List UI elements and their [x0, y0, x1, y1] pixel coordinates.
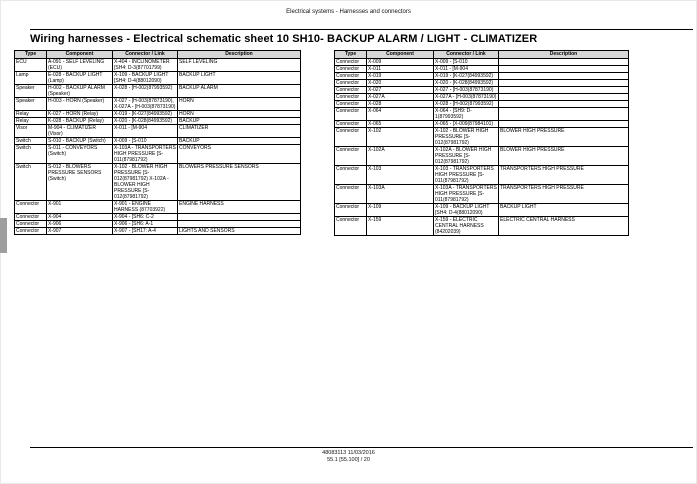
table-cell: Connector	[335, 59, 367, 66]
table-cell: CLIMATIZER	[178, 125, 301, 138]
table-cell: X-103A - TRANSPORTERS HIGH PRESSURE [S-011(87981792)	[435, 185, 497, 203]
table-cell: X-904 - [SH6: C-2	[113, 214, 178, 221]
table-cell: X-011 - [M-904	[113, 125, 178, 138]
table-cell: TRANSPORTERS HIGH PRESSURE	[499, 185, 629, 204]
table-cell	[178, 214, 301, 221]
table-cell: X-103 - TRANSPORTERS HIGH PRESSURE [S-011(87981792)	[434, 166, 499, 185]
table-cell: S-010 - BACKUP (Switch)	[47, 138, 113, 145]
table-cell: X-027	[367, 87, 434, 94]
table-cell: Connector	[335, 147, 367, 166]
table-cell: TRANSPORTERS HIGH PRESSURE	[499, 166, 629, 185]
table-cell: Connector	[335, 128, 367, 147]
table-cell: BLOWER HIGH PRESSURE	[499, 147, 629, 166]
table-cell: Speaker	[15, 98, 47, 111]
table-cell: X-906 - [SH6: A-1	[113, 221, 178, 228]
table-cell: X-019 - [K-027(84993592)	[113, 111, 178, 118]
table-cell: A-091 - SELF LEVELING (ECU)	[47, 59, 113, 72]
table-cell: X-109 - BACKUP LIGHT [SH4: D-4(88012090)	[434, 204, 499, 217]
column-header: Type	[335, 51, 367, 59]
table-cell	[499, 94, 629, 101]
table-cell: Connector	[15, 228, 47, 235]
table-cell	[499, 66, 629, 73]
table-cell: X-064	[367, 108, 434, 121]
table-cell: X-904	[47, 214, 113, 221]
column-header: Connector / Link	[113, 51, 178, 59]
table-cell: X-020 - [K-028(84993592)	[434, 80, 499, 87]
table-cell: X-404 - INCLINOMETER [SH4: D-3(87701799)	[113, 59, 178, 72]
table-row	[15, 98, 301, 111]
table-cell: LIGHTS AND SENSORS	[178, 228, 301, 235]
table-cell: X-019 - [K-027(84993592)	[434, 73, 499, 80]
table-cell: BACKUP LIGHT	[178, 72, 301, 85]
column-header: Connector / Link	[434, 51, 499, 59]
table-cell: X-102 - BLOWER HIGH PRESSURE [S-012(87981792)	[434, 128, 499, 147]
table-cell: ECU	[15, 59, 47, 72]
table-cell: Connector	[335, 87, 367, 94]
column-header: Type	[15, 51, 47, 59]
table-row	[335, 128, 629, 147]
table-row	[335, 108, 629, 121]
table-cell	[499, 80, 629, 87]
table-row	[335, 80, 629, 87]
table-row	[15, 201, 301, 214]
page-title: Wiring harnesses - Electrical schematic sheet 10 SH10- BACKUP ALARM / LIGHT - CLIMATIZER	[30, 33, 538, 45]
table-cell: Connector	[335, 185, 367, 204]
table-cell: H-003 - HORN (Speaker)	[47, 98, 113, 111]
table-cell: Switch	[15, 138, 47, 145]
table-cell: X-028	[367, 101, 434, 108]
table-cell: HORN	[178, 98, 301, 111]
table-cell	[499, 73, 629, 80]
table-cell: SELF LEVELING	[178, 59, 301, 72]
table-cell: X-027A	[367, 94, 434, 101]
table-cell: Speaker	[15, 85, 47, 98]
table-cell: Connector	[335, 217, 367, 236]
table-row	[335, 185, 629, 204]
page-edge-tab	[0, 218, 7, 253]
connector-table-right	[334, 50, 629, 236]
table-cell: X-159 - ELECTRIC CENTRAL HARNESS (84202039)	[434, 217, 499, 236]
table-cell: X-028 - [H-002(87993592)	[113, 85, 178, 98]
table-cell	[499, 59, 629, 66]
table-cell: Connector	[335, 101, 367, 108]
table-row	[335, 101, 629, 108]
table-cell: BACKUP	[178, 118, 301, 125]
table-cell: S-012 - BLOWERS PRESSURE SENSORS (Switch)	[47, 164, 113, 201]
table-cell: X-011	[367, 66, 434, 73]
table-cell: Connector	[335, 80, 367, 87]
table-cell: Lamp	[15, 72, 47, 85]
table-header-row	[335, 51, 629, 59]
table-cell: S-011 - CONVEYORS (Switch)	[47, 145, 113, 164]
table-cell	[499, 87, 629, 94]
table-cell: X-102 - BLOWER HIGH PRESSURE [S-012(87981792) X-102A - BLOWER HIGH PRESSURE [S-012(87981792)	[113, 164, 178, 201]
table-row	[15, 228, 301, 235]
column-header: Component	[47, 51, 113, 59]
table-cell: BACKUP	[178, 138, 301, 145]
table-cell: Relay	[15, 118, 47, 125]
table-cell: Connector	[335, 108, 367, 121]
table-row	[15, 59, 301, 72]
column-header: Component	[367, 51, 434, 59]
table-cell: BACKUP ALARM	[178, 85, 301, 98]
table-cell: HORN	[178, 111, 301, 118]
table-cell: X-011 - [M-904	[434, 66, 499, 73]
table-row	[335, 87, 629, 94]
table-cell: Visor	[15, 125, 47, 138]
table-cell: K-028 - BACKUP (Relay)	[47, 118, 113, 125]
table-row	[15, 118, 301, 125]
table-cell: Connector	[15, 221, 47, 228]
table-cell: X-103	[367, 166, 434, 185]
table-row	[15, 145, 301, 164]
table-cell: X-009	[367, 59, 434, 66]
table-cell: X-020	[367, 80, 434, 87]
table-cell	[499, 101, 629, 108]
table-cell: X-159	[367, 217, 434, 236]
table-cell: X-901 - ENGINE HARNESS (87703922)	[113, 201, 178, 214]
table-cell: X-103A	[367, 185, 434, 204]
table-row	[335, 121, 629, 128]
table-cell: E-028 - BACKUP LIGHT (Lamp)	[47, 72, 113, 85]
running-header: Electrical systems - Harnesses and connectors	[286, 9, 411, 15]
connector-table-left	[14, 50, 301, 235]
table-cell: Switch	[15, 145, 47, 164]
table-cell: Connector	[15, 201, 47, 214]
table-row	[335, 217, 629, 236]
table-row	[15, 72, 301, 85]
table-cell: X-906	[47, 221, 113, 228]
table-cell: X-102	[367, 128, 434, 147]
table-cell: ELECTRIC CENTRAL HARNESS	[499, 217, 629, 236]
table-row	[335, 204, 629, 217]
table-cell: Connector	[335, 73, 367, 80]
header-rule	[30, 29, 693, 30]
table-cell: Connector	[15, 214, 47, 221]
table-cell	[499, 121, 629, 128]
table-cell: X-901	[47, 201, 113, 214]
table-cell: X-065	[367, 121, 434, 128]
table-cell: BACKUP LIGHT	[499, 204, 629, 217]
table-cell	[499, 108, 629, 121]
table-cell: Connector	[335, 94, 367, 101]
footer-rule	[30, 447, 693, 448]
table-cell: X-009 - [S-010	[113, 138, 178, 145]
table-cell: X-103A - TRANSPORTERS HIGH PRESSURE [S-011(87981792)	[114, 145, 176, 163]
table-cell: X-009 - [S-010	[434, 59, 499, 66]
table-row	[335, 94, 629, 101]
table-header-row	[15, 51, 301, 59]
table-cell: Connector	[335, 204, 367, 217]
table-cell: CONVEYORS	[178, 145, 301, 164]
table-cell: M-904 - CLIMATIZER (Visor)	[47, 125, 113, 138]
table-cell: X-907 - [SH17: A-4	[113, 228, 178, 235]
table-cell: H-002 - BACKUP ALARM (Speaker)	[47, 85, 113, 98]
table-cell: Connector	[335, 166, 367, 185]
table-cell: X-019	[367, 73, 434, 80]
table-cell: X-064 - [SH9: D-1(87993592)	[434, 108, 499, 121]
table-row	[15, 221, 301, 228]
table-row	[15, 138, 301, 145]
table-row	[15, 125, 301, 138]
table-row	[15, 111, 301, 118]
table-row	[335, 59, 629, 66]
footer-page-number: 55.1 [55.100] / 20	[327, 457, 370, 463]
table-cell: Connector	[335, 66, 367, 73]
table-cell: X-027 - [H-003(87873190)	[434, 87, 499, 94]
table-row	[15, 85, 301, 98]
table-cell: X-020 - [K-028(84993592)	[113, 118, 178, 125]
table-cell: ENGINE HARNESS	[178, 201, 301, 214]
table-cell: BLOWER HIGH PRESSURE	[499, 128, 629, 147]
column-header: Description	[499, 51, 629, 59]
table-cell: BLOWERS PRESSURE SENSORS	[178, 164, 301, 201]
table-cell	[178, 221, 301, 228]
table-cell: X-102A	[367, 147, 434, 166]
footer-doc-number: 48083113 11/03/2016	[322, 450, 375, 456]
table-cell: Switch	[15, 164, 47, 201]
table-cell: X-027 - [H-003(87873190), X-027A - [H-003(87873190)	[113, 98, 178, 111]
table-cell: Relay	[15, 111, 47, 118]
table-cell: X-102A - BLOWER HIGH PRESSURE [S-012(87981792)	[434, 147, 499, 166]
table-row	[15, 214, 301, 221]
table-row	[335, 166, 629, 185]
table-cell: Connector	[335, 121, 367, 128]
table-cell: X-065 - [X-009(87984101)	[434, 121, 499, 128]
table-cell: X-028 - [H-002(87993592)	[434, 101, 499, 108]
table-row	[335, 147, 629, 166]
table-cell: X-109 - BACKUP LIGHT [SH4: D-4(88012090)	[113, 72, 178, 85]
column-header: Description	[178, 51, 301, 59]
table-row	[15, 164, 301, 201]
table-cell: X-907	[47, 228, 113, 235]
page-footer	[0, 450, 697, 464]
table-row	[335, 73, 629, 80]
table-cell: X-109	[367, 204, 434, 217]
table-cell: K-027 - HORN (Relay)	[47, 111, 113, 118]
table-row	[335, 66, 629, 73]
table-cell: X-027A - [H-003(87873190)	[434, 94, 499, 101]
